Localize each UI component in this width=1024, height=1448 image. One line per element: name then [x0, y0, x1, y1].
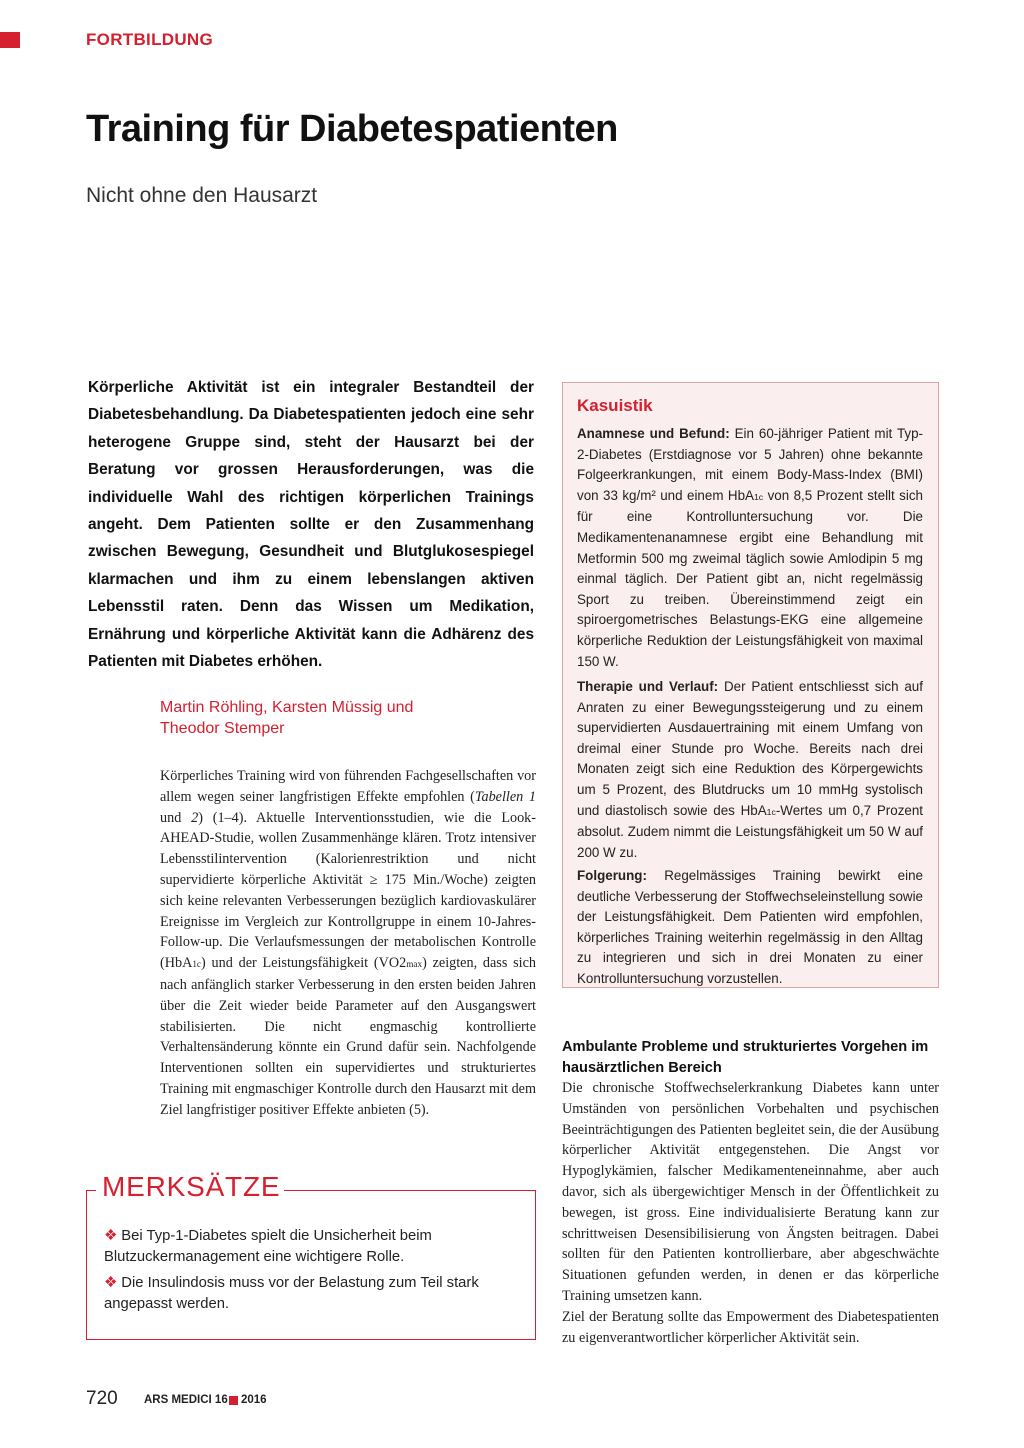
merksatz-item: [104, 1273, 504, 1315]
paragraph-text: von 8,5 Prozent stellt sich für eine Kontrolluntersuchung vor. Die Medikamentenanamnese ergibt eine Behandlung mit Metformin 500 mg zweimal täglich sowie Amlodipin 5 mg einmal täglich. Der Patient gibt an, nicht regelmässig Sport zu treiben. Übereinstimmend zeigt ein spiroergometrisches Belastungs-EKG eine allgemeine körperliche Reduktion der Leistungsfähigkeit von maximal 150 W.: [577, 487, 923, 669]
diamond-bullet-icon: ❖: [104, 1275, 118, 1291]
paragraph-text: -Wertes um 0,7 Prozent absolut. Zudem nimmt die Leistungsfähigkeit um 50 W auf 200 W zu.: [577, 802, 924, 860]
intro-paragraph: [160, 766, 536, 1121]
footer-separator-square: [229, 1396, 238, 1405]
paragraph-text: Ein 60-jähriger Patient mit Typ-2-Diabetes (Erstdiagnose vor 5 Jahren) ohne bekannte Folgeerkrankungen, mit einem Body-Mass-Index (BMI) von 33 kg/m² und einem HbA: [577, 426, 923, 503]
table-reference: 2: [191, 809, 199, 826]
merksaetze-border: [262, 1190, 536, 1191]
subscript: max: [406, 959, 423, 970]
table-reference: Tabellen 1: [474, 788, 536, 805]
diamond-bullet-icon: ❖: [104, 1228, 118, 1244]
intro-text: ) zeigten, dass sich nach anfänglich starker Verbesserung in den ersten beiden Jahren über die Zeit wieder beide Parameter auf den Ausgangswert stabilisierten. Die nicht engmaschig kontrollierte Verhaltensänderung könnte ein Grund dafür sein. Nachfolgende Interventionen sollten ein supervidiertes und strukturiertes Training mit engmaschiger Kontrolle durch den Hausarzt mit dem Ziel langfristiger positiver Effekte anbieten (5).: [160, 955, 536, 1118]
body-paragraph: Ziel der Beratung sollte das Empowerment des Diabetespatienten zu eigenverantwortlicher körperlicher Aktivität sein.: [562, 1308, 939, 1346]
lead-paragraph: Körperliche Aktivität ist ein integraler Bestandteil der Diabetesbehandlung. Da Diabetespatienten jedoch eine sehr heterogene Gruppe sind, steht der Hausarzt bei der Beratung vor grossen Herausforderungen, was die individuelle Wahl des richtigen körperlichen Trainings angeht. Dem Patienten sollte er den Zusammenhang zwischen Bewegung, Gesundheit und Blutglukosespiegel klarmachen und ihm zu einem lebenslangen aktiven Lebensstil raten. Denn das Wissen um Medikation, Ernährung und körperliche Aktivität kann die Adhärenz des Patienten mit Diabetes erhöhen.: [88, 379, 534, 671]
kasuistik-folgerung: [577, 866, 923, 990]
kasuistik-therapie: [577, 677, 923, 863]
subscript: 1c: [766, 806, 776, 817]
intro-text: Körperliches Training wird von führenden Fachgesellschaften vor allem wegen seiner langfristigen Effekte empfohlen (: [160, 768, 536, 805]
kasuistik-anamnese: [577, 424, 923, 672]
article-title: Training für Diabetespatienten: [86, 108, 618, 150]
merksaetze-border: [86, 1190, 96, 1191]
journal-name: ARS MEDICI 16: [144, 1394, 228, 1406]
merksatz-item: [104, 1226, 504, 1268]
body-paragraph: Die chronische Stoffwechselerkrankung Diabetes kann unter Umständen von persönlichen Vorbehalten und psychischen Beeinträchtigungen des Patienten begleitet sein, die der Ausübung körperlicher Aktivität entgegenstehen. Die Angst vor Hypoglykämien, falscher Medikamenteneinnahme, aber auch davor, sich als übergewichtiger Mensch in der Öffentlichkeit zu bewegen, ist gross. Eine individualisierte Beratung kann zur schrittweisen Desensibilisierung von Ängsten beitragen. Dabei sollten für den Patienten kontrollierbare, aber abgeschwächte Situationen gefunden werden, in denen er das körperliche Training umsetzen kann.: [562, 1080, 939, 1304]
paragraph-text: Der Patient entschliesst sich auf Anraten zu einer Bewegungssteigerung und zu einem supervidierten Ausdauertraining mit einem Umfang von dreimal einer Stunde pro Woche. Bereits nach drei Monaten zeigt sich eine Reduktion des Körpergewichts um 5 Prozent, des Blutdrucks um 10 mmHg systolisch und diastolisch sowie des HbA: [577, 679, 923, 818]
paragraph-label: Folgerung:: [577, 868, 647, 883]
paragraph-label: Anamnese und Befund:: [577, 426, 730, 441]
authors-line-2: Theodor Stemper: [160, 720, 285, 737]
merksatz-text: Bei Typ-1-Diabetes spielt die Unsicherheit beim Blutzuckermanagement eine wichtigere Rolle.: [104, 1228, 432, 1265]
paragraph-label: Therapie und Verlauf:: [577, 679, 719, 694]
intro-text: und: [160, 809, 192, 826]
intro-text: ) und der Leistungsfähigkeit (VO2: [201, 955, 407, 972]
subscript: 1c: [753, 491, 764, 502]
merksaetze-title: MERKSÄTZE: [98, 1171, 284, 1203]
article-subtitle: Nicht ohne den Hausarzt: [86, 184, 318, 207]
page-number: 720: [86, 1388, 118, 1409]
subscript: 1c: [192, 959, 202, 970]
intro-text: ) (1–4). Aktuelle Interventionsstudien, wie die Look-AHEAD-Studie, wollen Zusammenhänge klären. Trotz intensiver Lebensstilintervention (Kalorienrestriktion und nicht supervidierte körperliche Aktivität ≥ 175 Min./Woche) zeigten sich keine relevanten Verbesserungen bezüglich kardiovaskulärer Ereignisse im Vergleich zur Kontrollgruppe in einem 10-Jahres-Follow-up. Die Verlaufsmessungen der metabolischen Kontrolle (HbA: [160, 809, 536, 972]
section-heading: Ambulante Probleme und strukturiertes Vorgehen im hausärztlichen Bereich: [562, 1039, 929, 1076]
kasuistik-title: Kasuistik: [577, 396, 653, 415]
journal-year: 2016: [241, 1394, 267, 1406]
section-marker: [0, 32, 20, 48]
paragraph-text: Regelmässiges Training bewirkt eine deutliche Verbesserung der Stoffwechseleinstellung sowie der Leistungsfähigkeit. Dem Patienten wird empfohlen, körperliches Training weiterhin regelmässig in den Alltag zu integrieren und sich in drei Monaten zu einer Kontrolluntersuchung vorzustellen.: [577, 868, 923, 986]
body-text: [562, 1078, 939, 1348]
merksatz-text: Die Insulindosis muss vor der Belastung zum Teil stark angepasst werden.: [104, 1275, 479, 1312]
section-label: FORTBILDUNG: [86, 30, 214, 49]
authors-line-1: Martin Röhling, Karsten Müssig und: [160, 699, 414, 716]
authors: [160, 697, 534, 739]
